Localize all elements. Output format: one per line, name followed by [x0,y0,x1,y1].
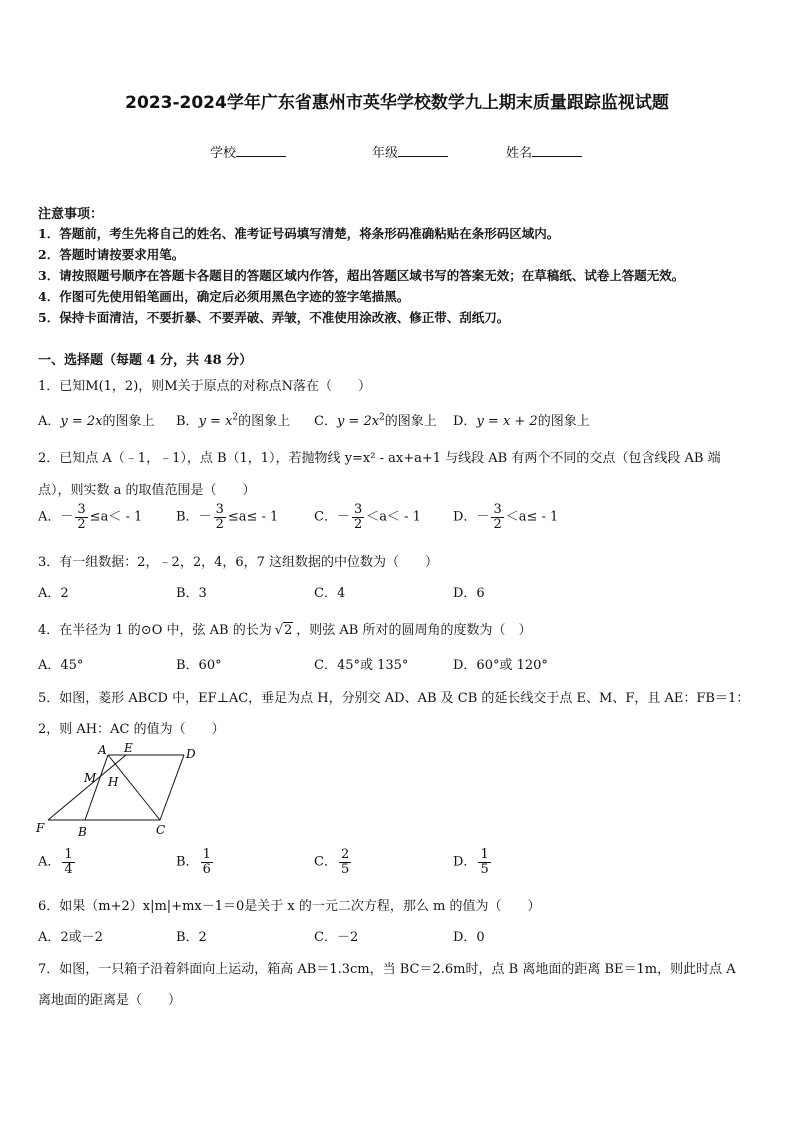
question-4-stem: 4．在半径为 1 的⊙O 中，弦 AB 的长为 √2 ，则弦 AB 所对的圆周角的度数为（ ） [38,623,532,638]
question-5-line-1: 5．如图，菱形 ABCD 中，EF⊥AC，垂足为点 H，分别交 AD、AB 及 CB 的延长线交于点 E、M、F，且 AE：FB＝1： [38,691,750,706]
q2-option-d: D．－ $\frac{3}{2}$ ＜a≤ - 1 [453,502,559,532]
question-3-stem: 3．有一组数据：2，﹣2，2，4，6，7 这组数据的中位数为（ ） [38,555,439,570]
q1-option-b: B．$y = x^2$的图象上 [176,412,291,429]
q6-option-a: A．2或－2 [38,930,103,945]
rhombus-diagram [30,740,200,840]
segment-ab [85,755,108,820]
section-heading: 一、选择题（每题 4 分，共 48 分） [38,353,253,368]
label-f: F [36,821,45,835]
segment-dc [160,755,184,820]
school-field [210,142,286,161]
q2-option-b: B．－ $\frac{3}{2}$ ≤a≤ - 1 [176,502,279,532]
label-b: B [78,825,87,839]
q1-option-c: C．$y = 2x^2$的图象上 [314,412,437,429]
name-label: 姓名 [506,146,533,161]
question-7-line-2: 离地面的距离是（ ） [38,993,182,1008]
notes-heading: 注意事项： [38,207,104,222]
q4-option-b: B．60° [176,658,222,673]
question-2-line-1: 2．已知点 A（﹣1，﹣1），点 B（1，1），若抛物线 y=x² - ax+a+1 与线段 AB 有两个不同的交点（包含线段 AB 端 [38,451,721,466]
q4-option-c: C．45°或 135° [314,658,409,673]
grade-blank [398,144,448,157]
q3-option-d: D．6 [453,586,485,601]
q4-option-a: A．45° [38,658,84,673]
name-field [506,142,582,161]
name-blank [532,144,582,157]
label-m: M [84,771,97,785]
grade-label: 年级 [372,146,399,161]
label-d: D [186,747,196,761]
q1-option-d: D．y = x + 2的图象上 [453,414,590,429]
q5-option-d: D． $\frac{1}{5}$ [453,847,489,877]
q3-option-c: C．4 [314,586,346,601]
grade-field [372,142,448,161]
q6-option-d: D．0 [453,930,485,945]
page-title: 2023-2024学年广东省惠州市英华学校数学九上期末质量跟踪监视试题 [125,93,669,113]
q2-option-a: A．－ $\frac{3}{2}$ ≤a＜ - 1 [38,502,143,532]
question-5-line-2: 2，则 AH：AC 的值为（ ） [38,722,225,737]
q5-option-c: C． $\frac{2}{5}$ [314,847,350,877]
label-a: A [98,743,107,757]
school-blank [236,144,286,157]
q3-option-a: A．2 [38,586,69,601]
q3-option-b: B．3 [176,586,207,601]
q2-option-c: C．－ $\frac{3}{2}$ ＜a＜ - 1 [314,502,421,532]
note-item: 1．答题前，考生先将自己的姓名、准考证号码填写清楚，将条形码准确粘贴在条形码区域内。 [38,226,560,241]
school-label: 学校 [210,146,237,161]
q6-option-b: B．2 [176,930,207,945]
q4-option-d: D．60°或 120° [453,658,548,673]
note-item: 5．保持卡面清洁，不要折暴、不要弄破、弄皱，不准使用涂改液、修正带、刮纸刀。 [38,310,510,325]
question-2-line-2: 点），则实数 a 的取值范围是（ ） [38,483,256,498]
label-c: C [156,823,166,837]
question-7-line-1: 7．如图，一只箱子沿着斜面向上运动，箱高 AB＝1.3cm，当 BC＝2.6m时，点 B 离地面的距离 BE＝1m，则此时点 A [38,962,736,977]
note-item: 3．请按照题号顺序在答题卡各题目的答题区域内作答，超出答题区域书写的答案无效；在草稿纸、试卷上答题无效。 [38,268,685,283]
label-h: H [108,775,119,789]
note-item: 4．作图可先使用铅笔画出，确定后必须用黑色字迹的签字笔描黑。 [38,289,410,304]
q5-option-a: A． $\frac{1}{4}$ [38,847,73,877]
note-item: 2．答题时请按要求用笔。 [38,247,185,262]
q5-option-b: B． $\frac{1}{6}$ [176,847,211,877]
question-1-stem: 1．已知M(1，2)，则M关于原点的对称点N落在（ ） [38,379,371,394]
q6-option-c: C．－2 [314,930,359,945]
label-e: E [124,741,133,755]
question-6-stem: 6．如果（m+2）x|m|+mx－1＝0是关于 x 的一元二次方程，那么 m 的值为（ ） [38,899,541,914]
q1-option-a: A．y = 2x的图象上 [38,414,155,429]
